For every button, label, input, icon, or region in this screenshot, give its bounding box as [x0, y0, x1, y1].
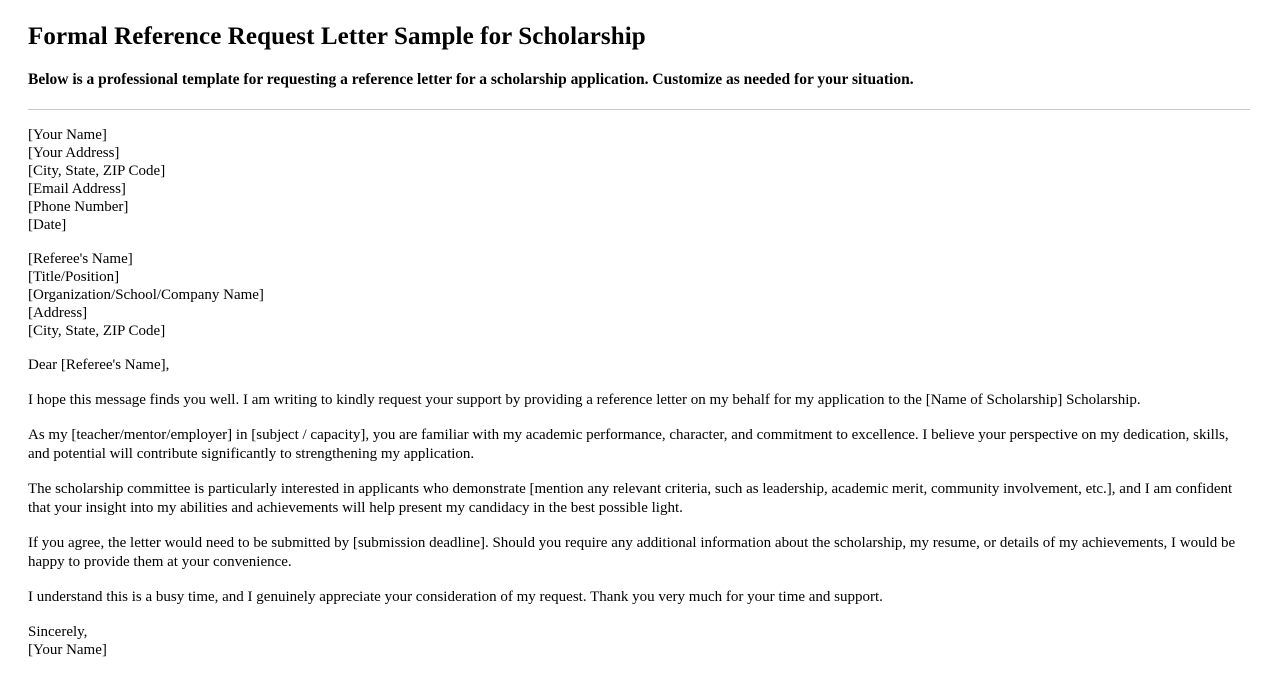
- sender-line: [Phone Number]: [28, 198, 129, 215]
- document-intro: Below is a professional template for requesting a reference letter for a scholarship application. Customize as needed for your situation.: [28, 71, 914, 88]
- sender-line: [Your Address]: [28, 144, 120, 161]
- body-paragraph-4: If you agree, the letter would need to be submitted by [submission deadline]. Should you require any additional information about the scholarship, my resume, or details of my achievements, I would be happy to provide them at your convenience.: [28, 534, 1236, 570]
- body-paragraph-3: The scholarship committee is particularly interested in applicants who demonstrate [mention any relevant criteria, such as leadership, academic merit, community involvement, etc.], and I am confident that your insight into my abilities and achievements will help present my candidacy in the best possible light.: [28, 480, 1233, 516]
- closing-line: Sincerely,: [28, 623, 88, 640]
- salutation: Dear [Referee's Name],: [28, 356, 170, 373]
- body-paragraph-2: As my [teacher/mentor/employer] in [subject / capacity], you are familiar with my academic performance, character, and commitment to excellence. I believe your perspective on my dedication, skills, and potential will contribute significantly to strengthening my application.: [28, 426, 1229, 462]
- recipient-line: [City, State, ZIP Code]: [28, 322, 166, 339]
- closing-block: [28, 623, 1250, 659]
- recipient-address-block: [28, 250, 1250, 340]
- signature-name: [Your Name]: [28, 641, 107, 658]
- recipient-line: [Referee's Name]: [28, 250, 133, 267]
- recipient-line: [Title/Position]: [28, 268, 120, 285]
- recipient-line: [Organization/School/Company Name]: [28, 286, 264, 303]
- sender-line: [Date]: [28, 216, 67, 233]
- sender-address-block: [28, 126, 1250, 234]
- page-title: Formal Reference Request Letter Sample for Scholarship: [28, 23, 646, 50]
- sender-line: [Email Address]: [28, 180, 126, 197]
- sender-line: [City, State, ZIP Code]: [28, 162, 166, 179]
- body-paragraph-1: I hope this message finds you well. I am writing to kindly request your support by providing a reference letter on my behalf for my application to the [Name of Scholarship] Scholarship.: [28, 391, 1141, 408]
- header-divider: [28, 109, 1250, 110]
- sender-line: [Your Name]: [28, 126, 107, 143]
- body-paragraph-5: I understand this is a busy time, and I genuinely appreciate your consideration of my request. Thank you very much for your time and support.: [28, 588, 883, 605]
- recipient-line: [Address]: [28, 304, 88, 321]
